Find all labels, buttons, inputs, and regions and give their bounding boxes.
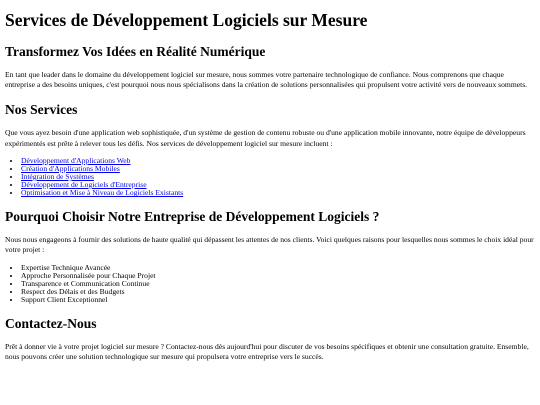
- why-list: [5, 264, 535, 304]
- list-item: • Support Client Exceptionnel: [21, 296, 535, 304]
- service-link-optimization[interactable]: Optimisation et Mise à Niveau de Logiciels Existants: [21, 188, 184, 198]
- services-heading: Nos Services: [5, 102, 78, 118]
- services-paragraph: Que vous ayez besoin d'une application web sophistiquée, d'un système de gestion de contenu robuste ou d'une application mobile innovante, notre équipe de développeurs expérimentés est prête à relever tous les défis. Nos services de développement logiciel sur mesure incluent :: [5, 128, 526, 148]
- list-item: • Approche Personnalisée pour Chaque Projet: [21, 272, 535, 280]
- service-link-systems-integration[interactable]: Intégration de Systèmes: [21, 172, 94, 181]
- why-paragraph: Nous nous engageons à fournir des solutions de haute qualité qui dépassent les attentes de nos clients. Voici quelques raisons pour lesquelles nous sommes le choix idéal pour votre projet :: [5, 235, 534, 255]
- contact-paragraph: Prêt à donner vie à votre projet logiciel sur mesure ? Contactez-nous dès aujourd'hui pour discuter de vos besoins spécifiques et obtenir une consultation gratuite. Ensemble, nous pouvons créer une solution technologique sur mesure qui propulsera votre entreprise vers le succès.: [5, 342, 529, 362]
- contact-heading: Contactez-Nous: [5, 316, 97, 332]
- list-item: • Expertise Technique Avancée: [21, 264, 535, 272]
- services-list: [5, 157, 535, 197]
- service-link-mobile-apps[interactable]: Création d'Applications Mobiles: [21, 163, 120, 173]
- service-link-web-apps[interactable]: Développement d'Applications Web: [21, 155, 131, 165]
- why-heading: Pourquoi Choisir Notre Entreprise de Développement Logiciels ?: [5, 209, 380, 225]
- intro-heading: Transformez Vos Idées en Réalité Numérique: [5, 44, 266, 59]
- service-link-enterprise-software[interactable]: Développement de Logiciels d'Entreprise: [21, 180, 147, 190]
- intro-paragraph: En tant que leader dans le domaine du développement logiciel sur mesure, nous sommes votre partenaire technologique de confiance. Nous comprenons que chaque entreprise a des besoins uniques, c'est pourquoi nous nous spécialisons dans la création de solutions personnalisées qui propulsent votre activité vers de nouveaux sommets.: [5, 70, 528, 90]
- list-item: • Respect des Délais et des Budgets: [21, 288, 535, 296]
- list-item: [21, 165, 535, 173]
- page-title: Services de Développement Logiciels sur Mesure: [5, 10, 368, 30]
- list-item: • Transparence et Communication Continue: [21, 280, 535, 288]
- list-item: [21, 189, 535, 197]
